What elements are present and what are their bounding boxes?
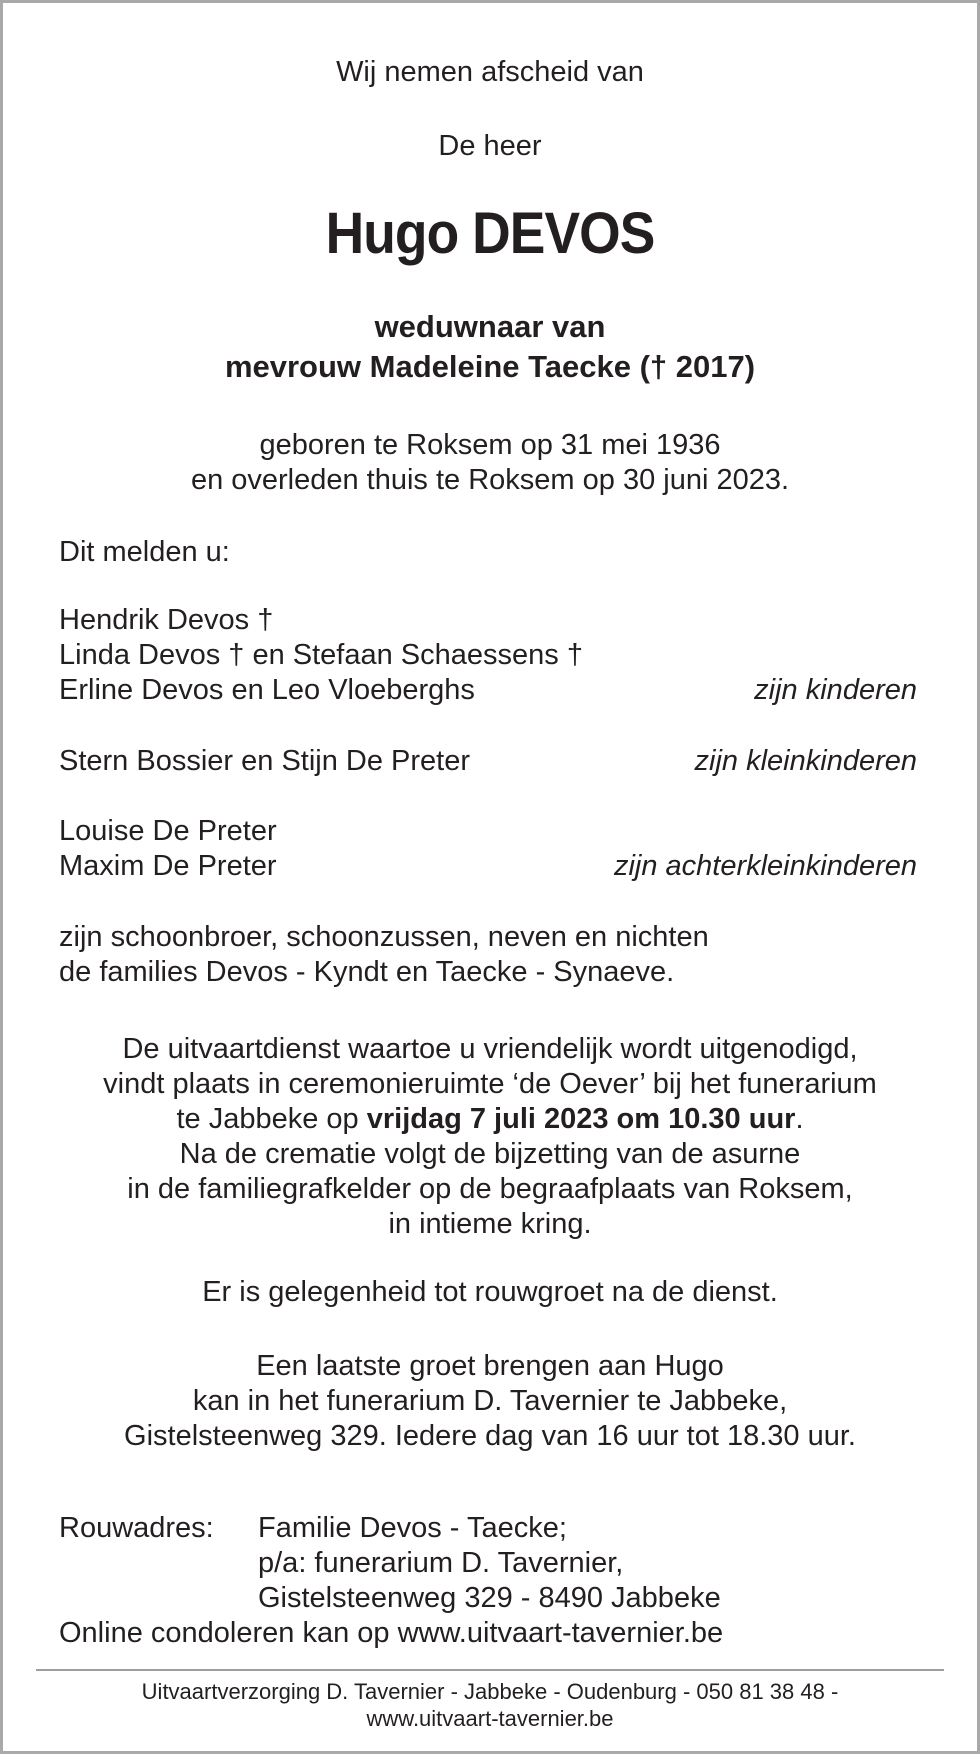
visit-line: kan in het funerarium D. Tavernier te Jabbeke, [192, 1385, 788, 1417]
widower-line: weduwnaar van [374, 309, 606, 344]
relative-name: Hendrik Devos † [59, 604, 274, 636]
service-line-prefix: te Jabbeke op [176, 1103, 367, 1135]
death-line: en overleden thuis te Roksem op 30 juni 2023. [190, 464, 790, 496]
spouse-name: mevrouw Madeleine Taecke († 2017) [224, 349, 756, 384]
widower-block [3, 307, 977, 387]
service-line-suffix: . [795, 1103, 804, 1135]
relative-name: Stern Bossier en Stijn De Preter [59, 745, 471, 777]
extended-family-block [59, 920, 917, 990]
list-item [59, 814, 917, 849]
family-line: zijn schoonbroer, schoonzussen, neven en nichten [59, 921, 709, 953]
service-line: Na de crematie volgt de bijzetting van de asurne [179, 1138, 801, 1170]
list-item [59, 744, 917, 779]
relative-name: Linda Devos † en Stefaan Schaessens † [59, 639, 583, 671]
footer-line: Uitvaartverzorging D. Tavernier - Jabbeke - Oudenburg - 050 81 38 48 - [141, 1679, 839, 1704]
family-line: de families Devos - Kyndt en Taecke - Synaeve. [59, 956, 675, 988]
intro-text: Wij nemen afscheid van [336, 56, 644, 88]
footer-website: www.uitvaart-tavernier.be [366, 1706, 614, 1731]
service-date-line [3, 1102, 977, 1137]
visitation-block [3, 1349, 977, 1454]
service-line: in intieme kring. [388, 1208, 592, 1240]
address-line: p/a: funerarium D. Tavernier, [258, 1547, 624, 1579]
list-item [59, 638, 917, 673]
grandchildren-block [59, 744, 917, 779]
address-line: Gistelsteenweg 329 - 8490 Jabbeke [258, 1582, 721, 1614]
divider [36, 1669, 944, 1671]
children-block [59, 603, 917, 708]
online-condolence: Online condoleren kan op www.uitvaart-tavernier.be [59, 1617, 724, 1649]
birth-line: geboren te Roksem op 31 mei 1936 [259, 429, 721, 461]
service-line: vindt plaats in ceremonieruimte ‘de Oever’ bij het funerarium [103, 1068, 877, 1100]
relative-name: Maxim De Preter [59, 850, 277, 882]
footer [3, 1678, 977, 1732]
relation-label: zijn achterkleinkinderen [613, 850, 917, 882]
service-line: in de familiegrafkelder op de begraafplaats van Roksem, [127, 1173, 853, 1205]
visit-line: Gistelsteenweg 329. Iedere dag van 16 uur tot 18.30 uur. [124, 1420, 856, 1452]
life-dates [3, 428, 977, 498]
mourning-address [59, 1511, 721, 1616]
relation-label: zijn kleinkinderen [694, 745, 917, 777]
service-datetime: vrijdag 7 juli 2023 om 10.30 uur [366, 1103, 796, 1135]
relative-name: Louise De Preter [59, 815, 277, 847]
deceased-name: Hugo DEVOS [325, 201, 655, 266]
list-item [59, 603, 917, 638]
service-details [3, 1032, 977, 1242]
service-line: De uitvaartdienst waartoe u vriendelijk wordt uitgenodigd, [122, 1033, 858, 1065]
list-item [59, 673, 917, 708]
great-grandchildren-block [59, 814, 917, 884]
announce-text: Dit melden u: [59, 536, 230, 568]
address-line: Familie Devos - Taecke; [258, 1512, 567, 1544]
salutation: De heer [438, 130, 542, 162]
relation-label: zijn kinderen [754, 674, 917, 706]
visit-line: Een laatste groet brengen aan Hugo [256, 1350, 724, 1382]
relative-name: Erline Devos en Leo Vloeberghs [59, 674, 475, 706]
address-label: Rouwadres: [59, 1512, 214, 1544]
list-item [59, 849, 917, 884]
condolence-text: Er is gelegenheid tot rouwgroet na de dienst. [202, 1276, 778, 1308]
